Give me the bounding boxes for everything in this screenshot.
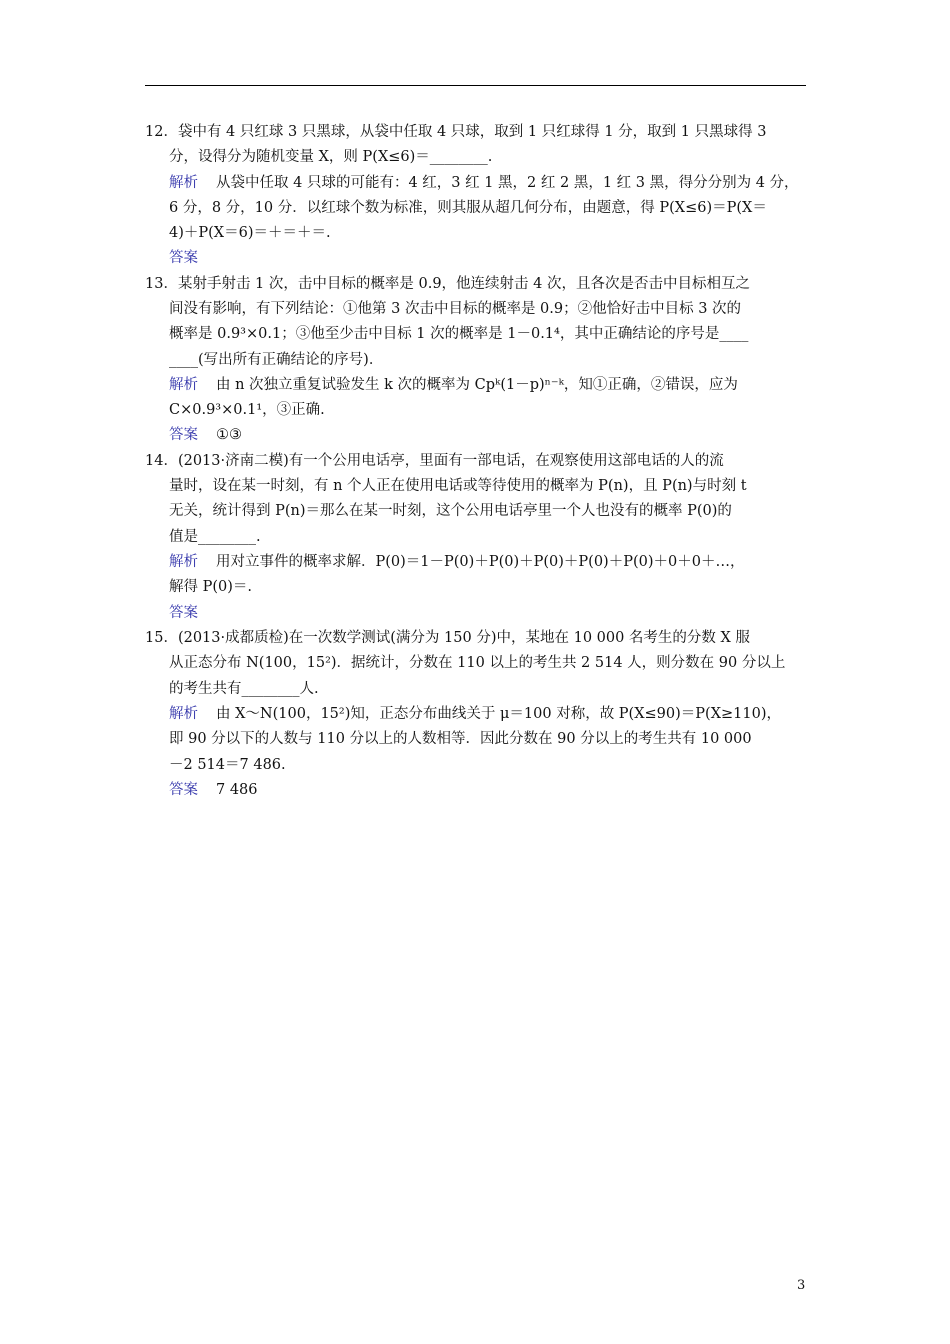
problem-14-line-1: 14．(2013·济南二模)有一个公用电话亭，里面有一部电话，在观察使用这部电话的人的流 <box>145 453 724 469</box>
problem-14-line-2: 量时，设在某一时刻，有 n 个人正在使用电话或等待使用的概率为 P(n)，且 P(n)与时刻 t <box>169 478 747 494</box>
analysis-text: 从袋中任取 4 只球的可能有：4 红，3 红 1 黑，2 红 2 黑，1 红 3 黑，得分分别为 4 分， <box>216 175 799 191</box>
answer-label: 答案 <box>169 427 198 443</box>
problem-14-line-4: 值是________. <box>169 529 261 545</box>
answer-label: 答案 <box>169 605 198 621</box>
answer-text: 7 486 <box>216 782 258 798</box>
problem-15-line-3: 的考生共有________人. <box>169 681 319 697</box>
problem-13-analysis-line-2: C×0.9³×0.1¹，③正确. <box>169 402 325 418</box>
header-rule <box>145 85 806 86</box>
problem-14-analysis-line-1 <box>169 550 744 574</box>
problem-12-analysis-line-3: 4)＋P(X＝6)＝＋＝＋＝. <box>169 225 331 241</box>
problem-15-analysis-line-3: －2 514＝7 486. <box>169 757 286 773</box>
problem-15-analysis-line-2: 即 90 分以下的人数与 110 分以上的人数相等．因此分数在 90 分以上的考生共有 10 000 <box>169 731 752 747</box>
problem-12-line-1: 12．袋中有 4 只红球 3 只黑球，从袋中任取 4 只球，取到 1 只红球得 1 分，取到 1 只黑球得 3 <box>145 124 767 140</box>
answer-label: 答案 <box>169 250 198 266</box>
analysis-label: 解析 <box>169 554 198 570</box>
problem-15-analysis-line-1 <box>169 702 781 726</box>
problem-12-line-2: 分，设得分为随机变量 X，则 P(X≤6)＝________. <box>169 149 493 165</box>
problem-13-line-3: 概率是 0.9³×0.1；③他至少击中目标 1 次的概率是 1－0.1⁴，其中正确结论的序号是____ <box>169 326 749 342</box>
answer-label: 答案 <box>169 782 198 798</box>
page-number: 3 <box>797 1278 806 1293</box>
problem-15-line-1: 15．(2013·成都质检)在一次数学测试(满分为 150 分)中，某地在 10 000 名考生的分数 X 服 <box>145 630 750 646</box>
answer-text: ①③ <box>216 427 242 443</box>
analysis-label: 解析 <box>169 706 198 722</box>
problem-14-analysis-line-2: 解得 P(0)＝. <box>169 579 253 595</box>
problem-13-line-1: 13．某射手射击 1 次，击中目标的概率是 0.9，他连续射击 4 次，且各次是否击中目标相互之 <box>145 276 751 292</box>
problem-14-answer <box>169 601 216 625</box>
problem-12-analysis-line-1 <box>169 171 799 195</box>
problem-14-line-3: 无关，统计得到 P(n)＝那么在某一时刻，这个公用电话亭里一个人也没有的概率 P(0)的 <box>169 503 732 519</box>
problem-15-answer <box>169 778 258 802</box>
analysis-label: 解析 <box>169 175 198 191</box>
problem-13-line-2: 间没有影响，有下列结论：①他第 3 次击中目标的概率是 0.9；②他恰好击中目标 3 次的 <box>169 301 742 317</box>
problem-13-analysis-line-1 <box>169 373 738 397</box>
analysis-label: 解析 <box>169 377 198 393</box>
problem-12-answer <box>169 246 216 270</box>
analysis-text: 由 n 次独立重复试验发生 k 次的概率为 Cpᵏ(1－p)ⁿ⁻ᵏ，知①正确，②错误，应为 <box>216 377 738 393</box>
problem-13-answer <box>169 423 242 447</box>
problem-12-analysis-line-2: 6 分，8 分，10 分．以红球个数为标准，则其服从超几何分布，由题意，得 P(X≤6)＝P(X＝ <box>169 200 767 216</box>
problem-13-line-4: ____(写出所有正确结论的序号)． <box>169 352 384 368</box>
analysis-text: 用对立事件的概率求解．P(0)＝1－P(0)＋P(0)＋P(0)＋P(0)＋P(0)＋0＋0＋…， <box>216 554 745 570</box>
problem-15-line-2: 从正态分布 N(100，15²)．据统计，分数在 110 以上的考生共 2 514 人，则分数在 90 分以上 <box>169 655 786 671</box>
analysis-text: 由 X～N(100，15²)知，正态分布曲线关于 μ＝100 对称，故 P(X≤90)＝P(X≥110)， <box>216 706 782 722</box>
